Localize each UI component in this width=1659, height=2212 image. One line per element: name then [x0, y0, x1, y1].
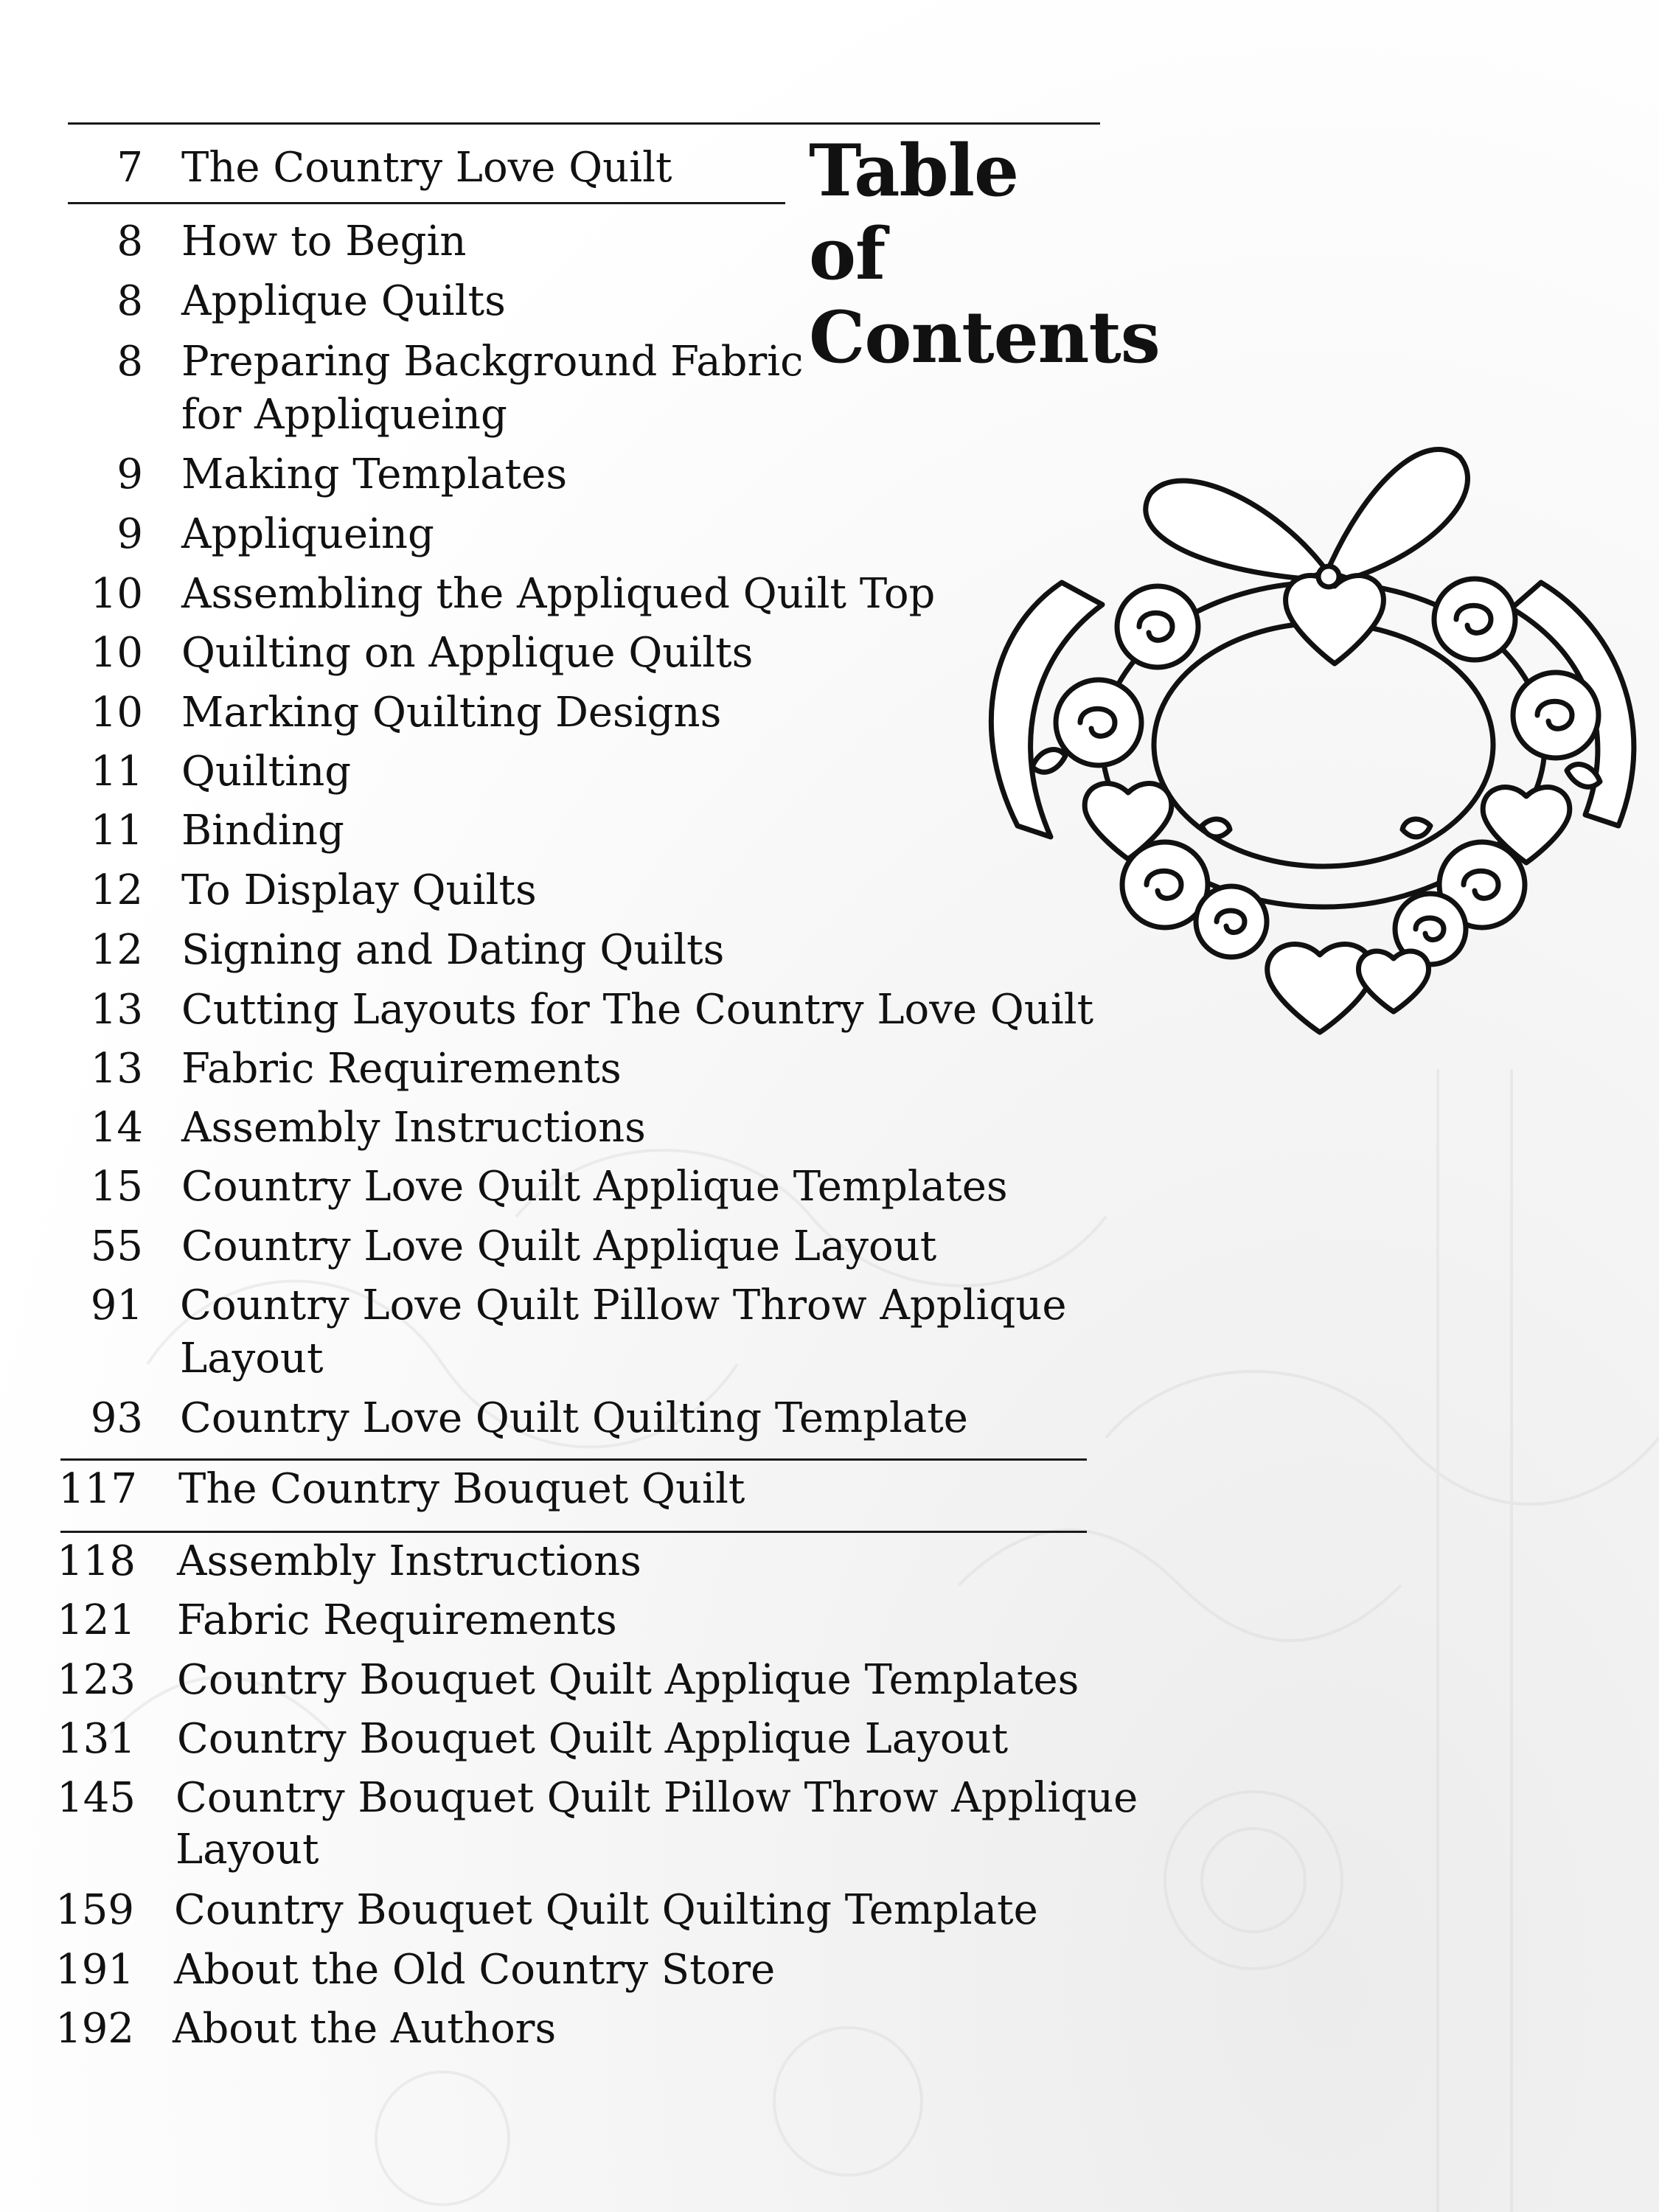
entry-title: Applique Quilts: [181, 277, 506, 325]
rose-icon: [1196, 886, 1267, 957]
entry-title: Country Bouquet Quilt Pillow Throw Applique: [175, 1774, 1138, 1822]
page-number: 9: [116, 451, 143, 498]
bow-knot: [1318, 566, 1339, 587]
page-number: 191: [55, 1946, 134, 1994]
entry-title: Cutting Layouts for The Country Love Quilt: [181, 986, 1094, 1034]
entry-title: Country Love Quilt Applique Layout: [181, 1222, 937, 1270]
entry-title: How to Begin: [181, 218, 467, 265]
leaf-icon: [1032, 750, 1065, 773]
page-number: 7: [116, 144, 143, 192]
page-number: 93: [90, 1394, 143, 1442]
page-number: 192: [55, 2005, 134, 2053]
page-number: 11: [90, 807, 143, 855]
page-number: 123: [57, 1656, 136, 1704]
rose-icon: [1056, 680, 1141, 765]
entry-title: Country Love Quilt Quilting Template: [180, 1394, 968, 1442]
entry-title: Marking Quilting Designs: [181, 689, 722, 737]
entry-title: Fabric Requirements: [177, 1596, 617, 1644]
page-number: 14: [90, 1104, 143, 1152]
heading-line: of: [809, 212, 886, 296]
leaf-icon: [1402, 819, 1430, 837]
entry-title: Country Love Quilt Applique Templates: [181, 1163, 1008, 1211]
page-number: 12: [90, 926, 143, 974]
entry-title: About the Old Country Store: [174, 1946, 776, 1994]
entry-title: Binding: [181, 807, 344, 855]
section-title: The Country Love Quilt: [181, 144, 672, 192]
page-number: 15: [90, 1163, 143, 1211]
top-rule: [68, 122, 1100, 125]
page-number: 11: [90, 748, 143, 796]
entry-title: To Display Quilts: [181, 866, 537, 914]
section1-underline: [68, 202, 785, 204]
page-number: 117: [58, 1465, 137, 1513]
page-number: 55: [90, 1222, 143, 1270]
page-number: 9: [116, 510, 143, 558]
entry-title: Quilting on Applique Quilts: [181, 629, 754, 677]
page-number: 91: [90, 1281, 143, 1329]
entry-title: Appliqueing: [181, 510, 434, 558]
heading-line: Table: [809, 129, 1019, 212]
entry-title: About the Authors: [173, 2005, 557, 2053]
entry-title: Assembly Instructions: [177, 1537, 641, 1585]
entry-title: Assembly Instructions: [181, 1104, 646, 1152]
page-number: 8: [116, 218, 143, 265]
bow-loop-left: [1146, 481, 1327, 579]
heart-icon: [1267, 945, 1373, 1032]
section-title: The Country Bouquet Quilt: [178, 1465, 745, 1513]
heart-icon: [1358, 951, 1428, 1012]
entry-title: Preparing Background Fabric: [181, 338, 804, 386]
rose-icon: [1513, 672, 1599, 758]
leaf-icon: [1202, 819, 1230, 837]
heading-line: Contents: [809, 296, 1160, 379]
entry-title: Country Bouquet Quilt Applique Layout: [177, 1715, 1009, 1763]
entry-title: Making Templates: [181, 451, 568, 498]
page-number: 118: [57, 1537, 136, 1585]
heart-icon: [1286, 576, 1384, 664]
entry-title: Country Love Quilt Pillow Throw Applique: [180, 1281, 1067, 1329]
entry-title: Quilting: [181, 748, 352, 796]
table-of-contents-heading: [809, 129, 1160, 379]
page-number: 145: [57, 1774, 136, 1822]
page-number: 131: [57, 1715, 136, 1763]
page-number: 121: [57, 1596, 136, 1644]
page-number: 13: [90, 1045, 143, 1093]
entry-title-continuation: for Appliqueing: [181, 391, 507, 439]
entry-title-continuation: Layout: [175, 1826, 319, 1874]
rose-icon: [1434, 579, 1515, 660]
entry-title: Signing and Dating Quilts: [181, 926, 725, 974]
page-number: 10: [90, 629, 143, 677]
bow-loop-right: [1327, 450, 1467, 579]
entry-title: Assembling the Appliqued Quilt Top: [181, 570, 936, 618]
page-number: 159: [55, 1886, 134, 1934]
section2-underline: [60, 1531, 1087, 1533]
page-number: 10: [90, 689, 143, 737]
page-number: 13: [90, 986, 143, 1034]
rose-icon: [1117, 586, 1198, 667]
page-number: 8: [116, 338, 143, 386]
page-number: 8: [116, 277, 143, 325]
page-number: 12: [90, 866, 143, 914]
entry-title: Country Bouquet Quilt Applique Templates: [177, 1656, 1079, 1704]
page-number: 10: [90, 570, 143, 618]
entry-title: Fabric Requirements: [181, 1045, 622, 1093]
section2-top-rule: [60, 1458, 1087, 1461]
entry-title: Country Bouquet Quilt Quilting Template: [174, 1886, 1038, 1934]
entry-title-continuation: Layout: [180, 1335, 324, 1382]
heart-rose-wreath-illustration: [951, 413, 1659, 1062]
